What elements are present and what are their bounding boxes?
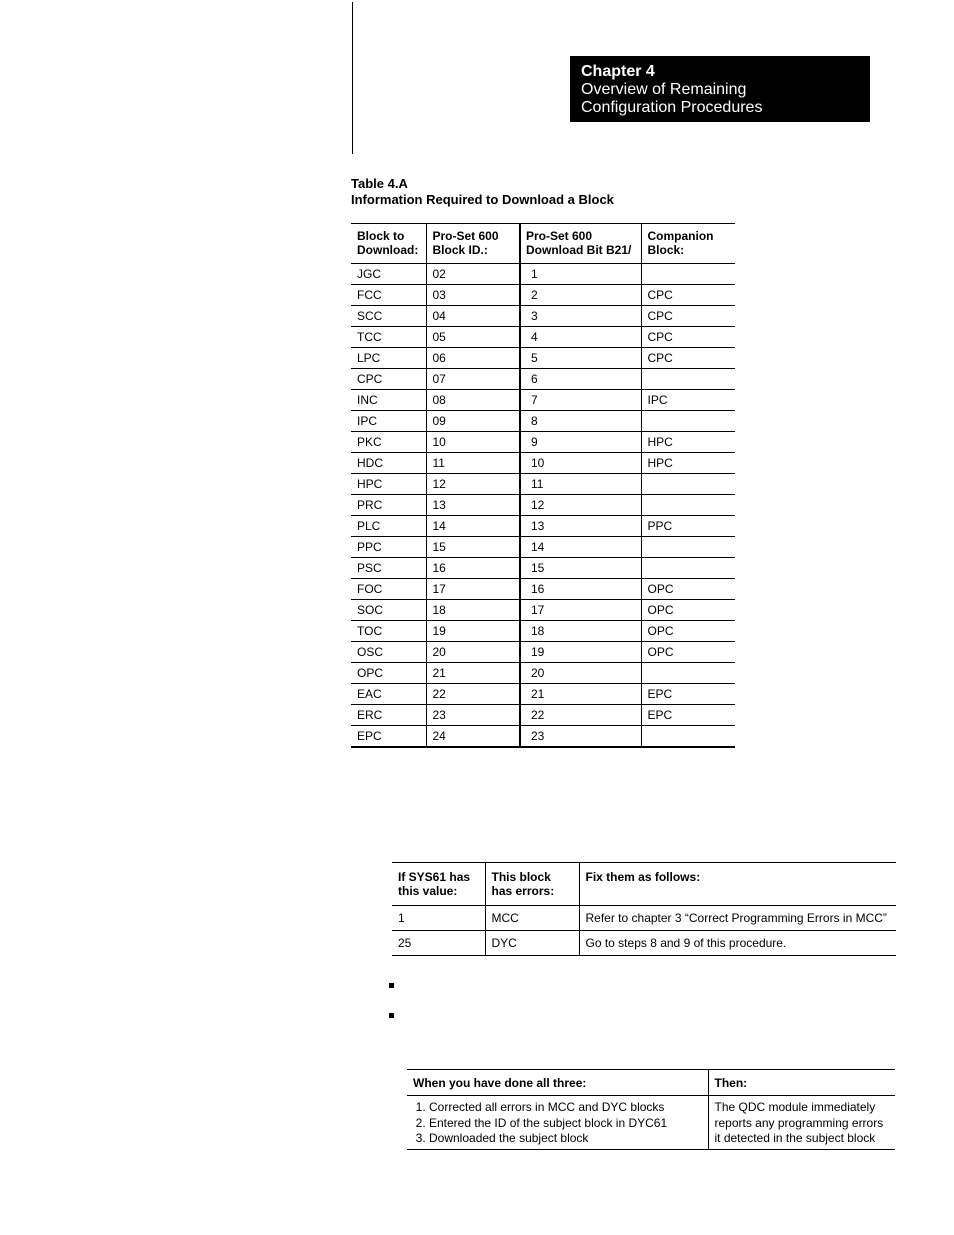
fix-instruction: Refer to chapter 3 “Correct Programming Errors in MCC” <box>579 906 896 931</box>
download-bit: 18 <box>520 621 641 642</box>
block-name: LPC <box>351 348 426 369</box>
table-row <box>351 621 735 642</box>
bullet-marker <box>389 1013 394 1018</box>
companion-block <box>641 264 735 285</box>
companion-block <box>641 558 735 579</box>
table-row <box>351 495 735 516</box>
table-header-row <box>392 863 896 906</box>
block-id: 16 <box>426 558 520 579</box>
block-name: TOC <box>351 621 426 642</box>
block-id: 22 <box>426 684 520 705</box>
block-id: 15 <box>426 537 520 558</box>
step-item: 2. Entered the ID of the subject block in DYC61 <box>429 1116 702 1132</box>
table-row <box>351 642 735 663</box>
block-id: 07 <box>426 369 520 390</box>
block-id: 14 <box>426 516 520 537</box>
chapter-number: Chapter 4 <box>581 63 655 80</box>
block-name: FOC <box>351 579 426 600</box>
download-bit: 6 <box>520 369 641 390</box>
header-block-id: Pro-Set 600 Block ID.: <box>426 224 520 264</box>
block-id: 21 <box>426 663 520 684</box>
block-name: EPC <box>351 726 426 747</box>
table-header-row <box>407 1070 895 1096</box>
companion-block: IPC <box>641 390 735 411</box>
table-row <box>351 306 735 327</box>
block-name: HDC <box>351 453 426 474</box>
companion-block: CPC <box>641 348 735 369</box>
block-name: INC <box>351 390 426 411</box>
download-block-table <box>351 223 735 748</box>
table-row <box>351 474 735 495</box>
error-block: DYC <box>485 931 579 956</box>
table-row <box>351 432 735 453</box>
block-id: 03 <box>426 285 520 306</box>
download-bit: 9 <box>520 432 641 453</box>
block-id: 10 <box>426 432 520 453</box>
table-row <box>351 453 735 474</box>
download-bit: 5 <box>520 348 641 369</box>
companion-block <box>641 726 735 747</box>
companion-block: OPC <box>641 579 735 600</box>
block-name: ERC <box>351 705 426 726</box>
block-name: IPC <box>351 411 426 432</box>
error-block: MCC <box>485 906 579 931</box>
steps-cell <box>407 1096 708 1150</box>
chapter-title-line1: Overview of Remaining <box>581 81 747 98</box>
companion-block <box>641 474 735 495</box>
table-title: Information Required to Download a Block <box>351 192 614 207</box>
header-companion-block: Companion Block: <box>641 224 735 264</box>
block-name: EAC <box>351 684 426 705</box>
block-name: FCC <box>351 285 426 306</box>
table-row <box>351 516 735 537</box>
block-name: SCC <box>351 306 426 327</box>
download-bit: 13 <box>520 516 641 537</box>
companion-block: EPC <box>641 705 735 726</box>
block-name: OSC <box>351 642 426 663</box>
header-block-errors: This block has errors: <box>485 863 579 906</box>
block-name: PRC <box>351 495 426 516</box>
download-bit: 3 <box>520 306 641 327</box>
download-bit: 15 <box>520 558 641 579</box>
table-header-row <box>351 224 735 264</box>
companion-block: EPC <box>641 684 735 705</box>
download-bit: 19 <box>520 642 641 663</box>
companion-block: CPC <box>641 306 735 327</box>
header-download-bit: Pro-Set 600 Download Bit B21/ <box>520 224 641 264</box>
block-name: PPC <box>351 537 426 558</box>
companion-block <box>641 537 735 558</box>
header-fix: Fix them as follows: <box>579 863 896 906</box>
margin-rule <box>352 2 353 154</box>
block-name: CPC <box>351 369 426 390</box>
companion-block: CPC <box>641 327 735 348</box>
table-row <box>351 726 735 747</box>
download-bit: 2 <box>520 285 641 306</box>
block-id: 04 <box>426 306 520 327</box>
table-row <box>351 537 735 558</box>
download-bit: 10 <box>520 453 641 474</box>
block-name: PKC <box>351 432 426 453</box>
companion-block: HPC <box>641 453 735 474</box>
step-item: 3. Downloaded the subject block <box>429 1131 702 1147</box>
download-bit: 22 <box>520 705 641 726</box>
block-id: 11 <box>426 453 520 474</box>
table-row <box>351 579 735 600</box>
table-row <box>351 663 735 684</box>
block-id: 12 <box>426 474 520 495</box>
completion-table <box>407 1069 895 1150</box>
table-row <box>392 931 896 956</box>
download-bit: 1 <box>520 264 641 285</box>
table-row <box>351 558 735 579</box>
block-id: 20 <box>426 642 520 663</box>
fix-instruction: Go to steps 8 and 9 of this procedure. <box>579 931 896 956</box>
table-row <box>351 264 735 285</box>
download-bit: 4 <box>520 327 641 348</box>
block-id: 08 <box>426 390 520 411</box>
table-row <box>351 705 735 726</box>
block-id: 06 <box>426 348 520 369</box>
table-row <box>351 684 735 705</box>
block-id: 24 <box>426 726 520 747</box>
table-row <box>351 390 735 411</box>
download-bit: 20 <box>520 663 641 684</box>
companion-block <box>641 369 735 390</box>
step-item: 1. Corrected all errors in MCC and DYC blocks <box>429 1100 702 1116</box>
companion-block <box>641 411 735 432</box>
header-block-to-download: Block to Download: <box>351 224 426 264</box>
block-name: PLC <box>351 516 426 537</box>
companion-block: OPC <box>641 600 735 621</box>
block-id: 13 <box>426 495 520 516</box>
download-bit: 21 <box>520 684 641 705</box>
block-id: 19 <box>426 621 520 642</box>
download-bit: 7 <box>520 390 641 411</box>
companion-block: OPC <box>641 621 735 642</box>
chapter-header <box>570 56 870 122</box>
block-id: 02 <box>426 264 520 285</box>
download-bit: 23 <box>520 726 641 747</box>
table-row <box>392 906 896 931</box>
download-bit: 16 <box>520 579 641 600</box>
companion-block: PPC <box>641 516 735 537</box>
table-caption <box>351 176 614 208</box>
companion-block: HPC <box>641 432 735 453</box>
block-id: 05 <box>426 327 520 348</box>
download-bit: 14 <box>520 537 641 558</box>
block-id: 17 <box>426 579 520 600</box>
table-row <box>351 600 735 621</box>
block-name: PSC <box>351 558 426 579</box>
download-bit: 8 <box>520 411 641 432</box>
header-when-done: When you have done all three: <box>407 1070 708 1096</box>
table-row <box>351 348 735 369</box>
companion-block: OPC <box>641 642 735 663</box>
block-name: TCC <box>351 327 426 348</box>
sys61-value: 1 <box>392 906 485 931</box>
sys61-value: 25 <box>392 931 485 956</box>
download-bit: 17 <box>520 600 641 621</box>
header-sys61-value: If SYS61 has this value: <box>392 863 485 906</box>
companion-block <box>641 495 735 516</box>
steps-list <box>413 1100 702 1147</box>
companion-block <box>641 663 735 684</box>
block-id: 23 <box>426 705 520 726</box>
block-id: 09 <box>426 411 520 432</box>
result-text: The QDC module immediately reports any programming errors it detected in the subject block <box>708 1096 895 1150</box>
table-row <box>351 369 735 390</box>
block-name: SOC <box>351 600 426 621</box>
block-name: OPC <box>351 663 426 684</box>
header-then: Then: <box>708 1070 895 1096</box>
bullet-marker <box>389 983 394 988</box>
block-name: HPC <box>351 474 426 495</box>
table-row <box>351 285 735 306</box>
download-bit: 12 <box>520 495 641 516</box>
table-row <box>407 1096 895 1150</box>
block-id: 18 <box>426 600 520 621</box>
chapter-title-line2: Configuration Procedures <box>581 99 763 116</box>
table-row <box>351 327 735 348</box>
table-number: Table 4.A <box>351 176 408 191</box>
companion-block: CPC <box>641 285 735 306</box>
table-row <box>351 411 735 432</box>
download-bit: 11 <box>520 474 641 495</box>
block-name: JGC <box>351 264 426 285</box>
sys61-error-table <box>392 862 896 956</box>
